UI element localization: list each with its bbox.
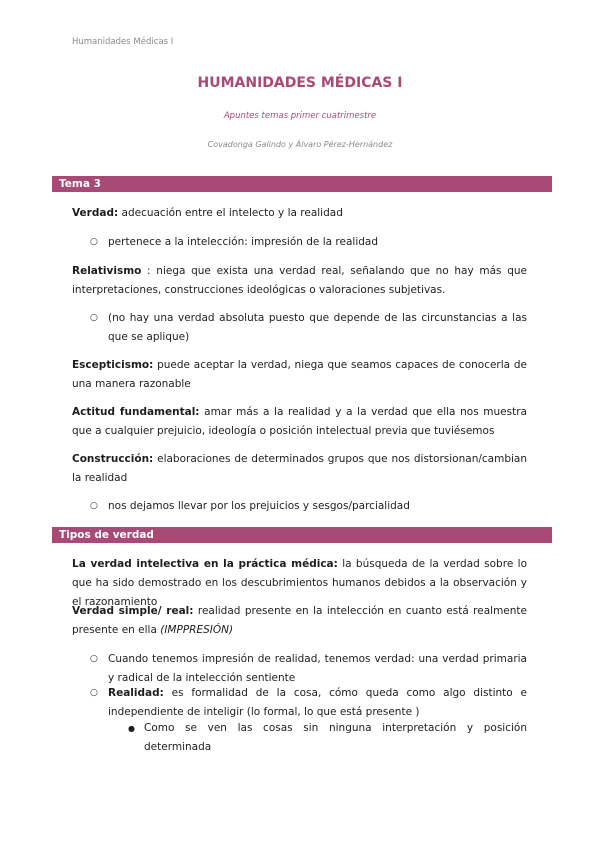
definition-text: elaboraciones de determinados grupos que nos distorsionan/cambian la realidad — [72, 453, 527, 484]
definition-text: realidad presente en la intelección en cuanto está realmente presente en ella — [72, 605, 528, 636]
hollow-circle-icon: ○ — [90, 237, 98, 247]
bullet-text: Cuando tenemos impresión de realidad, tenemos verdad: una verdad primaria y radical de la intelección sentiente — [108, 653, 527, 684]
bullet-text: pertenece a la intelección: impresión de la realidad — [108, 236, 379, 248]
term: Construcción: — [72, 453, 154, 465]
sub-bullet-item — [128, 719, 527, 757]
definition-relativismo — [72, 262, 527, 300]
term: Relativismo — [72, 265, 142, 277]
definition-text: adecuación entre el intelecto y la realidad — [118, 207, 343, 219]
section-heading-tipos-de-verdad: Tipos de verdad — [52, 527, 552, 543]
definition-text: puede aceptar la verdad, niega que seamos capaces de conocerla de una manera razonable — [72, 359, 527, 390]
emphasis: (IMPPRESIÓN) — [160, 624, 234, 636]
bullet-text: nos dejamos llevar por los prejuicios y sesgos/parcialidad — [108, 500, 410, 512]
term: Actitud fundamental: — [72, 406, 200, 418]
bullet-item — [90, 684, 527, 722]
hollow-circle-icon: ○ — [90, 688, 98, 698]
document-subtitle: Apuntes temas primer cuatrimestre — [223, 111, 377, 121]
bullet-text: Como se ven las cosas sin ninguna interpretación y posición determinada — [144, 722, 527, 753]
definition-verdad — [72, 204, 527, 223]
bullet-term: Realidad: — [108, 687, 164, 699]
bullet-item — [90, 497, 527, 516]
definition-escepticismo — [72, 356, 527, 394]
definition-actitud-fundamental — [72, 403, 527, 441]
term: Escepticismo: — [72, 359, 154, 371]
definition-text: la búsqueda de la verdad sobre lo que ha sido demostrado en los descubrimientos humanos debidos a la observación y el razonamiento — [72, 558, 527, 608]
term: Verdad simple/ real: — [72, 605, 194, 617]
term: Verdad: — [72, 207, 119, 219]
hollow-circle-icon: ○ — [90, 313, 98, 323]
term: La verdad intelectiva en la práctica médica: — [72, 558, 338, 570]
bullet-item — [90, 309, 527, 347]
bullet-text: es formalidad de la cosa, cómo queda como algo distinto e independiente de inteligir (lo formal, lo que está presente ) — [108, 687, 527, 718]
bullet-text: (no hay una verdad absoluta puesto que depende de las circunstancias a las que se aplique) — [108, 312, 527, 343]
definition-text: amar más a la realidad y a la verdad que ella nos muestra que a cualquier prejuicio, ideología o posición intelectual previa que tuviésemos — [72, 406, 527, 437]
section-heading-tema-3: Tema 3 — [52, 176, 552, 192]
document-authors: Covadonga Galindo y Álvaro Pérez-Hernández — [207, 140, 393, 149]
running-header: Humanidades Médicas I — [72, 37, 174, 47]
definition-verdad-simple — [72, 602, 527, 640]
hollow-circle-icon: ○ — [90, 654, 98, 664]
document-title: HUMANIDADES MÉDICAS I — [197, 75, 403, 91]
bullet-item — [90, 233, 527, 252]
definition-construccion — [72, 450, 527, 488]
filled-circle-icon: ● — [128, 724, 135, 733]
bullet-item — [90, 650, 527, 688]
definition-text: : niega que exista una verdad real, señalando que no hay más que interpretaciones, construcciones ideológicas o valoraciones subjetivas. — [72, 265, 527, 296]
hollow-circle-icon: ○ — [90, 501, 98, 511]
